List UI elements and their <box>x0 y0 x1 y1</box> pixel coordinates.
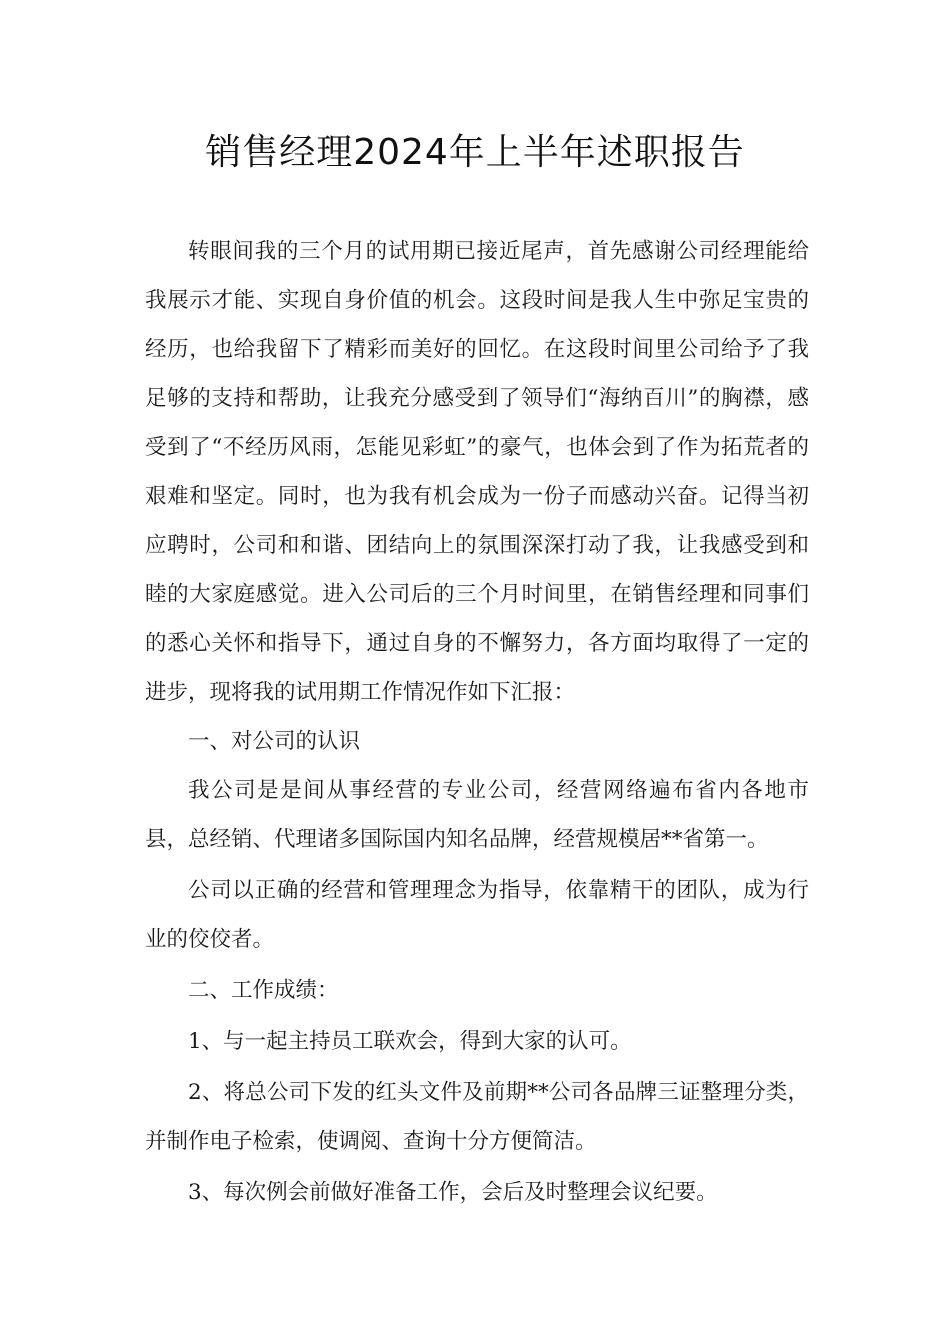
section-heading-achievements: 二、工作成绩： <box>188 978 339 1003</box>
company-description-paragraph: 我公司是是间从事经营的专业公司，经营网络遍布省内各地市县，总经销、代理诸多国际国内知名品牌，经营规模居**省第一。 <box>145 778 809 852</box>
company-philosophy-paragraph: 公司以正确的经营和管理理念为指导，依靠精干的团队，成为行业的佼佼者。 <box>145 878 809 952</box>
achievement-item-1: 1、与一起主持员工联欢会，得到大家的认可。 <box>188 1029 632 1054</box>
intro-paragraph: 转眼间我的三个月的试用期已接近尾声，首先感谢公司经理能给我展示才能、实现自身价值的机会。这段时间是我人生中弥足宝贵的经历，也给我留下了精彩而美好的回忆。在这段时间里公司给予了我足够的支持和帮助，让我充分感受到了领导们“海纳百川”的胸襟，感受到了“不经历风雨，怎能见彩虹”的豪气，也体会到了作为拓荒者的艰难和坚定。同时，也为我有机会成为一份子而感动兴奋。记得当初应聘时，公司和和谐、团结向上的氛围深深打动了我，让我感受到和睦的大家庭感觉。进入公司后的三个月时间里，在销售经理和同事们的悉心关怀和指导下，通过自身的不懈努力，各方面均取得了一定的进步，现将我的试用期工作情况作如下汇报： <box>145 239 809 705</box>
section-heading-company-understanding: 一、对公司的认识 <box>188 729 361 754</box>
document-body <box>145 227 809 1217</box>
document-title: 销售经理2024年上半年述职报告 <box>205 132 745 173</box>
achievement-item-3: 3、每次例会前做好准备工作，会后及时整理会议纪要。 <box>188 1180 718 1205</box>
achievement-item-2: 2、将总公司下发的红头文件及前期**公司各品牌三证整理分类，并制作电子检索，使调阅、查询十分方便简洁。 <box>145 1080 809 1154</box>
